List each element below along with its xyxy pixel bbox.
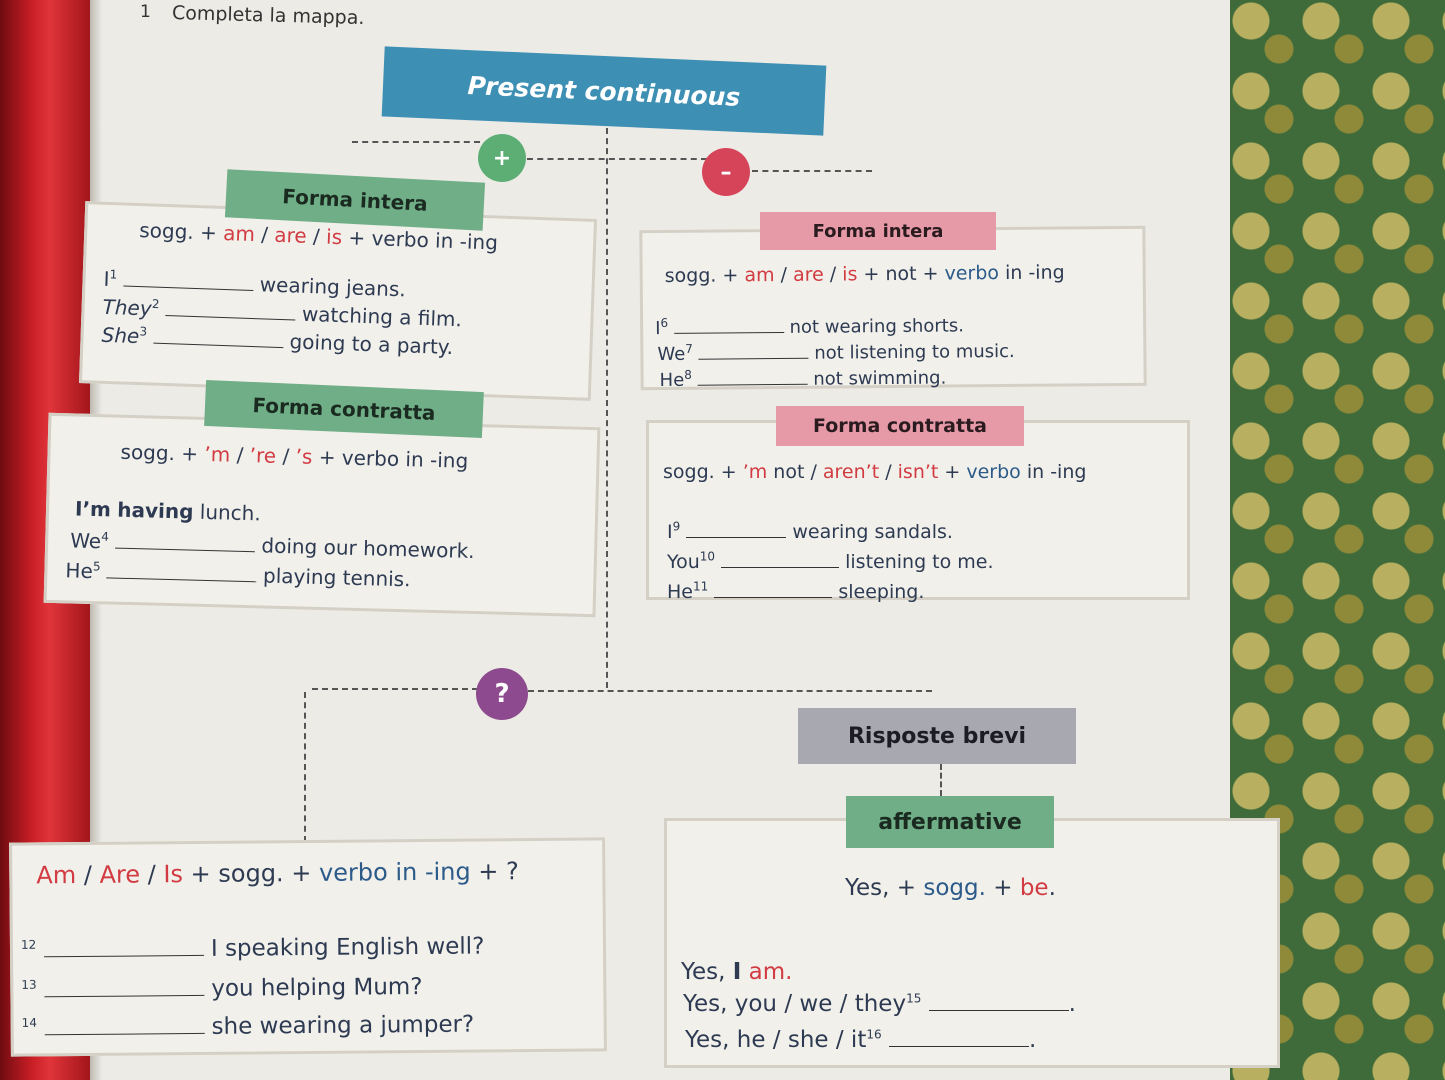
exercise-item: $^{14}$ she wearing a jumper?	[21, 1011, 475, 1040]
answer-blank[interactable]	[698, 340, 808, 360]
exercise-item: $I^6$ not wearing shorts.	[655, 315, 965, 340]
answer-blank[interactable]	[44, 937, 204, 957]
connector-line	[606, 128, 608, 688]
short-answer-item: Yes, you / we / they$^{15}$ .	[683, 991, 1076, 1017]
answer-blank[interactable]	[674, 314, 784, 334]
exercise-item: $I^9$ wearing sandals.	[667, 519, 953, 543]
answer-blank[interactable]	[107, 559, 257, 582]
exercise-item: We$^7$ not listening to music.	[657, 340, 1015, 366]
affirmative-contracted-tab: Forma contratta	[204, 380, 484, 438]
affirmative-contracted-rule: sogg. + ’m / ’re / ’s + verbo in -ing	[120, 439, 469, 473]
negative-full-rule: sogg. + am / are / is + not + verbo in -ing	[664, 261, 1065, 287]
connector-line	[528, 690, 932, 692]
connector-line	[940, 764, 942, 796]
answer-blank[interactable]	[686, 519, 786, 538]
exercise-item: We$^4$ doing our homework.	[69, 528, 475, 564]
short-answers-tab: Risposte brevi	[798, 708, 1076, 764]
answer-blank[interactable]	[44, 1015, 204, 1035]
answer-blank[interactable]	[714, 579, 832, 598]
answer-blank[interactable]	[123, 268, 254, 292]
affirmative-full-box	[79, 201, 597, 401]
exercise-item: $I^1$ wearing jeans.	[103, 266, 407, 302]
connector-line	[527, 158, 707, 160]
exercise-instruction: Completa la mappa.	[171, 2, 365, 30]
affirmative-full-tab: Forma intera	[225, 169, 485, 230]
answer-blank[interactable]	[721, 549, 839, 568]
answer-blank[interactable]	[115, 530, 255, 553]
affirmative-full-rule: sogg. + am / are / is + verbo in -ing	[138, 218, 499, 255]
negative-contracted-tab: Forma contratta	[776, 406, 1024, 446]
answer-blank[interactable]	[44, 977, 204, 997]
answer-blank[interactable]	[889, 1028, 1029, 1047]
exercise-number: 1	[140, 2, 151, 22]
short-answers-rule: Yes, + sogg. + be.	[845, 875, 1056, 901]
exercise-item: He$^5$ playing tennis.	[65, 558, 411, 592]
affirmative-contracted-box	[44, 413, 601, 617]
answer-blank[interactable]	[165, 297, 296, 321]
answer-blank[interactable]	[697, 366, 807, 386]
question-mark-icon: ?	[476, 668, 528, 720]
exercise-item: $^{13}$ you helping Mum?	[21, 974, 423, 1002]
exercise-item: He$^{11}$ sleeping.	[667, 579, 925, 603]
negative-contracted-rule: sogg. + ’m not / aren’t / isn’t + verbo in -ing	[663, 461, 1087, 483]
connector-line	[304, 692, 306, 842]
example-sentence: I’m having lunch.	[74, 496, 262, 526]
negative-full-tab: Forma intera	[760, 212, 996, 250]
connector-line	[352, 141, 480, 143]
map-title: Present continuous	[382, 46, 827, 135]
exercise-item: You$^{10}$ listening to me.	[667, 549, 994, 573]
question-box	[9, 837, 607, 1056]
answer-blank[interactable]	[153, 325, 284, 349]
negative-contracted-box	[646, 420, 1190, 603]
negative-minus-icon: –	[702, 148, 750, 196]
short-answer-item: Yes, he / she / $it^{16}$ .	[685, 1027, 1037, 1053]
short-answer-item: Yes, I am.	[681, 959, 793, 985]
exercise-item: $^{12}$ I speaking English well?	[20, 933, 485, 962]
affirmative-plus-icon: +	[478, 134, 526, 182]
short-answers-box	[664, 818, 1280, 1068]
negative-full-box	[639, 226, 1146, 390]
connector-line	[752, 170, 872, 172]
connector-line	[312, 688, 478, 690]
affermative-tab: affermative	[846, 796, 1054, 848]
exercise-item: They$^2$ watching a film.	[102, 294, 463, 332]
exercise-item: He$^8$ not swimming.	[659, 367, 947, 392]
exercise-item: She$^3$ going to a party.	[101, 322, 454, 360]
question-rule: Am / Are / Is + sogg. + verbo in -ing + ?	[36, 857, 519, 890]
answer-blank[interactable]	[929, 992, 1069, 1011]
